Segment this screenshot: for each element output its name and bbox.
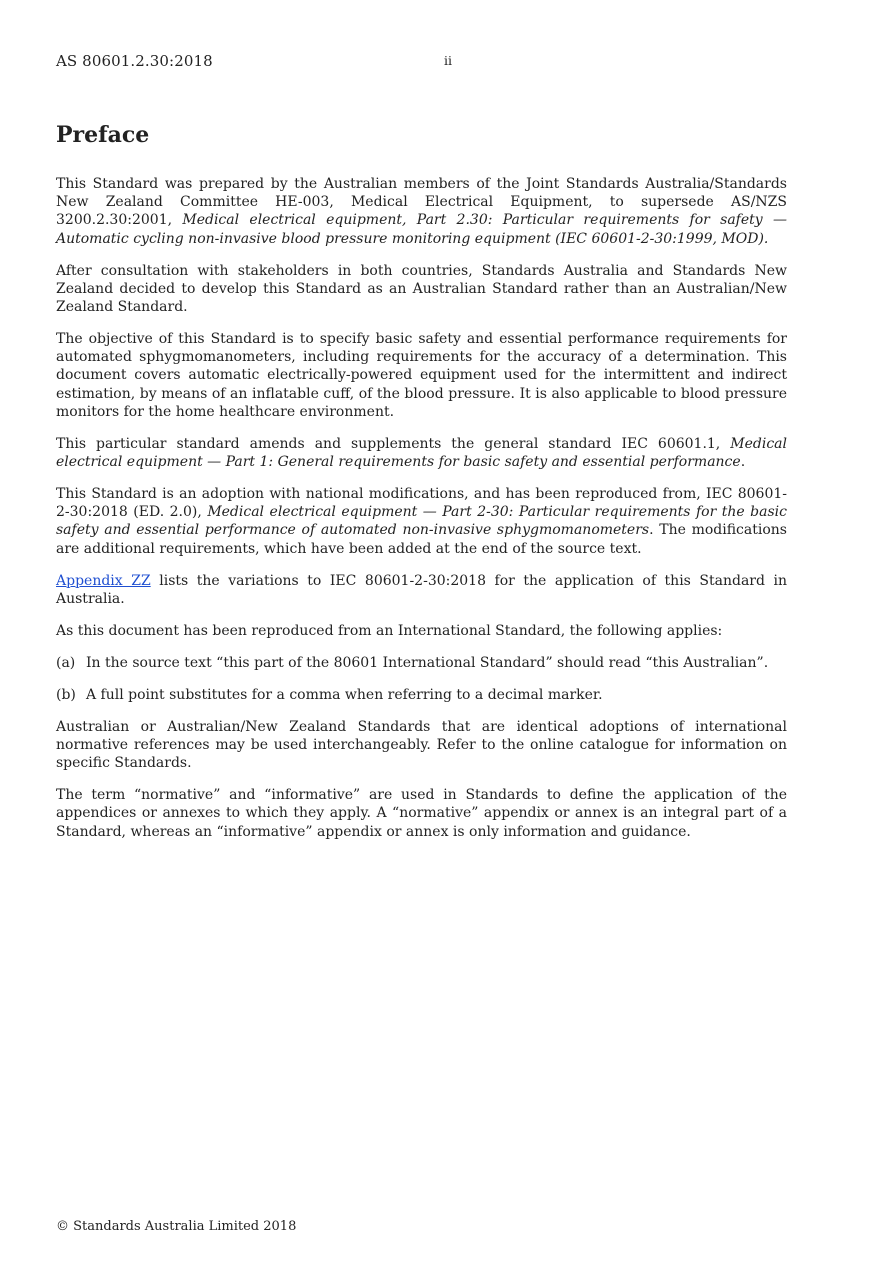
list-item-text: In the source text “this part of the 80601 International Standard” should read “this Australian”.	[86, 654, 769, 671]
paragraph-committee: This Standard was prepared by the Australian members of the Joint Standards Australia/Standards New Zealand Committee HE-003, Medical Electrical Equipment, to supersede AS/NZS 3200.2.30:2001, Medical electrical equipment, Part 2.30: Particular requirements for safety — Automatic cycling non-invasive blood pressure monitoring equipment (IEC 60601-2-30:1999, MOD).	[56, 176, 787, 247]
superseded-standard-title: Medical electrical equipment, Part 2.30: Particular requirements for safety — Automatic cycling non-invasive blood pressure monitoring equipment (IEC 60601-2-30:1999, MOD).	[56, 212, 787, 247]
list-item-label: (a)	[56, 654, 76, 671]
paragraph-objective: The objective of this Standard is to specify basic safety and essential performance requirements for automated sphygmomanometers, including requirements for the accuracy of a determination. This document covers automatic electrically-powered equipment used for the intermittent and indirect estimation, by means of an inflatable cuff, of the blood pressure. It is also applicable to blood pressure monitors for the home healthcare environment.	[56, 331, 787, 420]
page-number: ii	[444, 53, 452, 68]
preface-body	[56, 175, 787, 855]
list-item-label: (b)	[56, 686, 76, 703]
page-title: Preface	[56, 122, 150, 148]
paragraph-normative-references: Australian or Australian/New Zealand Standards that are identical adoptions of international normative references may be used interchangeably. Refer to the online catalogue for information on specific Standards.	[56, 718, 787, 772]
paragraph-consultation: After consultation with stakeholders in both countries, Standards Australia and Standards New Zealand decided to develop this Standard as an Australian Standard rather than an Australian/New Zealand Standard.	[56, 262, 787, 316]
copyright-footer: © Standards Australia Limited 2018	[56, 1219, 297, 1234]
source-standard-title: Medical electrical equipment — Part 2-30: Particular requirements for the basic safety and essential performance of automated non-invasive sphygmomanometers	[56, 504, 787, 539]
general-standard-title: Medical electrical equipment — Part 1: General requirements for basic safety and essential performance	[56, 435, 787, 471]
list-item	[56, 686, 787, 704]
paragraph-adoption: This Standard is an adoption with national modifications, and has been reproduced from, IEC 80601-2-30:2018 (ED. 2.0), Medical electrical equipment — Part 2-30: Particular requirements for the basic safety and essential performance of automated non-invasive sphygmomanometers. The modifications are additional requirements, which have been added at the end of the source text.	[56, 486, 787, 557]
paragraph-normative-informative: The term “normative” and “informative” are used in Standards to define the application of the appendices or annexes to which they apply. A “normative” appendix or annex is an integral part of a Standard, whereas an “informative” appendix or annex is only information and guidance.	[56, 787, 787, 840]
document-id: AS 80601.2.30:2018	[56, 52, 213, 70]
list-item	[56, 654, 787, 672]
list-item-text: A full point substitutes for a comma when referring to a decimal marker.	[86, 686, 603, 703]
paragraph-appendix: Appendix ZZ lists the variations to IEC 80601-2-30:2018 for the application of this Standard in Australia.	[56, 572, 787, 607]
paragraph-general-standard: This particular standard amends and supplements the general standard IEC 60601.1, Medical electrical equipment — Part 1: General requirements for basic safety and essential performance.	[56, 435, 787, 471]
appendix-zz-link[interactable]: Appendix ZZ	[56, 572, 151, 589]
paragraph-reproduced: As this document has been reproduced from an International Standard, the following applies:	[56, 622, 723, 639]
